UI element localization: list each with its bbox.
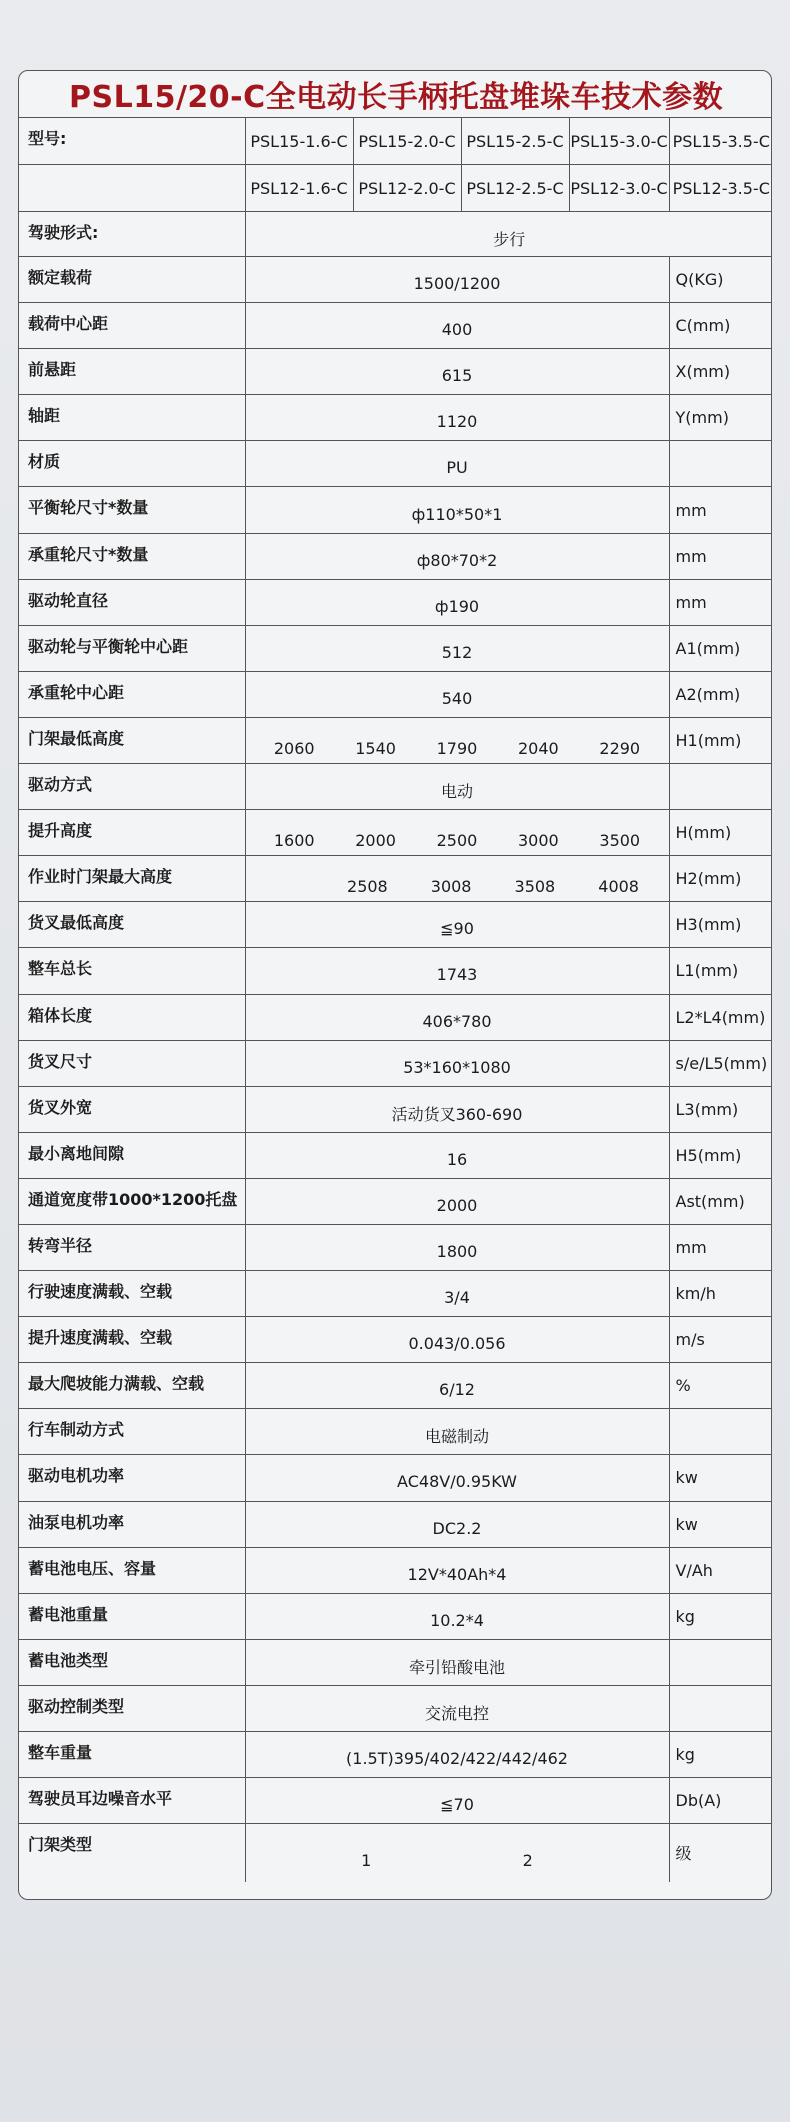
spec-row [19, 1824, 772, 1882]
spec-unit: 级 [669, 1824, 772, 1882]
spec-row [19, 1409, 772, 1455]
model-cell: PSL12-2.5-C [461, 165, 569, 212]
spec-value: ф110*50*1 [245, 487, 669, 533]
spec-row [19, 303, 772, 349]
spec-unit: H2(mm) [669, 856, 772, 902]
spec-value-item: 2290 [599, 738, 641, 758]
spec-row [19, 902, 772, 948]
spec-value-item: 1790 [436, 738, 478, 758]
spec-row [19, 1593, 772, 1639]
spec-unit [669, 764, 772, 810]
spec-row [19, 1178, 772, 1224]
spec-label: 材质 [19, 441, 245, 487]
spec-row [19, 1132, 772, 1178]
spec-value [245, 810, 669, 856]
spec-value: 400 [245, 303, 669, 349]
spec-label: 蓄电池电压、容量 [19, 1547, 245, 1593]
spec-row [19, 1732, 772, 1778]
spec-label: 整车重量 [19, 1732, 245, 1778]
spec-label: 箱体长度 [19, 994, 245, 1040]
spec-value-item: 1 [361, 1851, 372, 1871]
spec-row [19, 717, 772, 763]
spec-value: 1743 [245, 948, 669, 994]
spec-unit [669, 441, 772, 487]
spec-row [19, 1547, 772, 1593]
spec-unit: V/Ah [669, 1547, 772, 1593]
spec-label: 驾驶员耳边噪音水平 [19, 1778, 245, 1824]
spec-label: 承重轮中心距 [19, 671, 245, 717]
spec-label: 前悬距 [19, 349, 245, 395]
spec-row [19, 1685, 772, 1731]
spec-value: 16 [245, 1132, 669, 1178]
model-cell: PSL12-2.0-C [353, 165, 461, 212]
spec-label: 门架类型 [19, 1824, 245, 1882]
spec-row [19, 1455, 772, 1501]
spec-label: 额定载荷 [19, 257, 245, 303]
spec-row [19, 1639, 772, 1685]
spec-label: 提升速度满载、空载 [19, 1317, 245, 1363]
spec-value: 电磁制动 [245, 1409, 669, 1455]
spec-value: 10.2*4 [245, 1593, 669, 1639]
spec-label: 驱动电机功率 [19, 1455, 245, 1501]
spec-row [19, 994, 772, 1040]
spec-value-item: 3008 [430, 877, 472, 897]
spec-unit: Q(KG) [669, 257, 772, 303]
spec-value: AC48V/0.95KW [245, 1455, 669, 1501]
spec-unit: km/h [669, 1271, 772, 1317]
spec-label: 货叉尺寸 [19, 1040, 245, 1086]
spec-label: 行驶速度满载、空载 [19, 1271, 245, 1317]
spec-unit: H3(mm) [669, 902, 772, 948]
spec-value: 牵引铅酸电池 [245, 1639, 669, 1685]
spec-label: 货叉最低高度 [19, 902, 245, 948]
spec-value: 1800 [245, 1224, 669, 1270]
drive-type-value: 步行 [245, 212, 772, 257]
spec-value: 电动 [245, 764, 669, 810]
spec-row [19, 764, 772, 810]
spec-unit: kg [669, 1732, 772, 1778]
model-cell: PSL15-3.5-C [669, 118, 772, 165]
spec-value: 交流电控 [245, 1685, 669, 1731]
spec-label: 作业时门架最大高度 [19, 856, 245, 902]
spec-label: 轴距 [19, 395, 245, 441]
spec-row [19, 1501, 772, 1547]
spec-unit: Ast(mm) [669, 1178, 772, 1224]
spec-value: 1500/1200 [245, 257, 669, 303]
model-row-1 [19, 118, 772, 165]
spec-unit: kw [669, 1455, 772, 1501]
spec-unit: L3(mm) [669, 1086, 772, 1132]
spec-row [19, 671, 772, 717]
spec-row [19, 1778, 772, 1824]
spec-value: DC2.2 [245, 1501, 669, 1547]
spec-unit: L1(mm) [669, 948, 772, 994]
spec-row [19, 349, 772, 395]
spec-value: 3/4 [245, 1271, 669, 1317]
spec-row [19, 579, 772, 625]
spec-label: 整车总长 [19, 948, 245, 994]
spec-unit: H5(mm) [669, 1132, 772, 1178]
spec-label: 通道宽度带1000*1200托盘 [19, 1178, 245, 1224]
spec-label: 驱动控制类型 [19, 1685, 245, 1731]
model-cell: PSL12-1.6-C [245, 165, 353, 212]
spec-unit [669, 1685, 772, 1731]
spec-label: 载荷中心距 [19, 303, 245, 349]
spec-unit: X(mm) [669, 349, 772, 395]
spec-value: 活动货叉360-690 [245, 1086, 669, 1132]
spec-value: ≦70 [245, 1778, 669, 1824]
spec-unit: H(mm) [669, 810, 772, 856]
spec-label: 驱动轮直径 [19, 579, 245, 625]
model-cell: PSL15-2.5-C [461, 118, 569, 165]
spec-value: 6/12 [245, 1363, 669, 1409]
spec-value: 2000 [245, 1178, 669, 1224]
spec-label: 行车制动方式 [19, 1409, 245, 1455]
spec-unit: A2(mm) [669, 671, 772, 717]
spec-label: 驱动方式 [19, 764, 245, 810]
spec-sheet [18, 70, 772, 1900]
spec-unit [669, 1409, 772, 1455]
spec-value: ≦90 [245, 902, 669, 948]
spec-row [19, 856, 772, 902]
model-cell: PSL15-3.0-C [569, 118, 669, 165]
spec-value: 0.043/0.056 [245, 1317, 669, 1363]
spec-value [245, 1824, 669, 1882]
spec-unit: A1(mm) [669, 625, 772, 671]
spec-value: PU [245, 441, 669, 487]
spec-value-item: 1600 [273, 831, 315, 851]
spec-value-item: 2000 [355, 831, 396, 851]
spec-label: 门架最低高度 [19, 717, 245, 763]
spec-row [19, 948, 772, 994]
spec-value-item: 2060 [273, 738, 315, 758]
spec-row [19, 1363, 772, 1409]
spec-unit: mm [669, 1224, 772, 1270]
spec-value-item: 2500 [436, 831, 478, 851]
spec-value [245, 717, 669, 763]
spec-label: 驱动轮与平衡轮中心距 [19, 625, 245, 671]
spec-row [19, 257, 772, 303]
spec-row [19, 441, 772, 487]
spec-unit: m/s [669, 1317, 772, 1363]
spec-row [19, 810, 772, 856]
spec-value-item: 2040 [518, 738, 559, 758]
spec-label: 转弯半径 [19, 1224, 245, 1270]
spec-unit: % [669, 1363, 772, 1409]
model-cell: PSL12-3.5-C [669, 165, 772, 212]
spec-value: ф80*70*2 [245, 533, 669, 579]
model-row-2 [19, 165, 772, 212]
model-cell: PSL12-3.0-C [569, 165, 669, 212]
spec-unit: mm [669, 533, 772, 579]
spec-unit: Db(A) [669, 1778, 772, 1824]
spec-label: 蓄电池重量 [19, 1593, 245, 1639]
page-title: PSL15/20-C全电动长手柄托盘堆垛车技术参数 [69, 80, 724, 115]
spec-value-item: 3000 [518, 831, 559, 851]
spec-row [19, 1271, 772, 1317]
spec-value: (1.5T)395/402/422/442/462 [245, 1732, 669, 1778]
spec-value: 512 [245, 625, 669, 671]
spec-label: 最小离地间隙 [19, 1132, 245, 1178]
spec-row [19, 625, 772, 671]
spec-unit: mm [669, 579, 772, 625]
spec-value-item: 1540 [355, 738, 396, 758]
spec-value-item: 4008 [598, 877, 639, 897]
spec-row [19, 1086, 772, 1132]
spec-row [19, 1317, 772, 1363]
spec-label: 提升高度 [19, 810, 245, 856]
spec-value: 406*780 [245, 994, 669, 1040]
spec-value: 615 [245, 349, 669, 395]
spec-label: 承重轮尺寸*数量 [19, 533, 245, 579]
model-cell: PSL15-1.6-C [245, 118, 353, 165]
spec-unit: mm [669, 487, 772, 533]
spec-value: 53*160*1080 [245, 1040, 669, 1086]
spec-value [245, 856, 669, 902]
spec-label: 平衡轮尺寸*数量 [19, 487, 245, 533]
spec-value: 1120 [245, 395, 669, 441]
model-cell: PSL15-2.0-C [353, 118, 461, 165]
spec-value: 540 [245, 671, 669, 717]
spec-label: 蓄电池类型 [19, 1639, 245, 1685]
spec-value-item: 3500 [599, 831, 641, 851]
spec-row [19, 487, 772, 533]
spec-value-item: 2508 [347, 877, 388, 897]
spec-unit: kw [669, 1501, 772, 1547]
spec-label: 油泵电机功率 [19, 1501, 245, 1547]
spec-label: 货叉外宽 [19, 1086, 245, 1132]
drive-type-label: 驾驶形式: [19, 212, 245, 257]
spec-unit: s/e/L5(mm) [669, 1040, 772, 1086]
spec-value: ф190 [245, 579, 669, 625]
spec-row [19, 1040, 772, 1086]
spec-value-item: 2 [522, 1851, 533, 1871]
spec-row [19, 395, 772, 441]
spec-unit: H1(mm) [669, 717, 772, 763]
spec-unit: L2*L4(mm) [669, 994, 772, 1040]
spec-unit [669, 1639, 772, 1685]
spec-row [19, 1224, 772, 1270]
spec-unit: kg [669, 1593, 772, 1639]
spec-unit: C(mm) [669, 303, 772, 349]
spec-label: 最大爬坡能力满载、空载 [19, 1363, 245, 1409]
spec-table [19, 117, 772, 1882]
drive-type-row [19, 212, 772, 257]
spec-value-item: 3508 [514, 877, 556, 897]
spec-value: 12V*40Ah*4 [245, 1547, 669, 1593]
spec-unit: Y(mm) [669, 395, 772, 441]
model-label: 型号: [19, 118, 245, 165]
model-label-empty [19, 165, 245, 212]
spec-row [19, 533, 772, 579]
